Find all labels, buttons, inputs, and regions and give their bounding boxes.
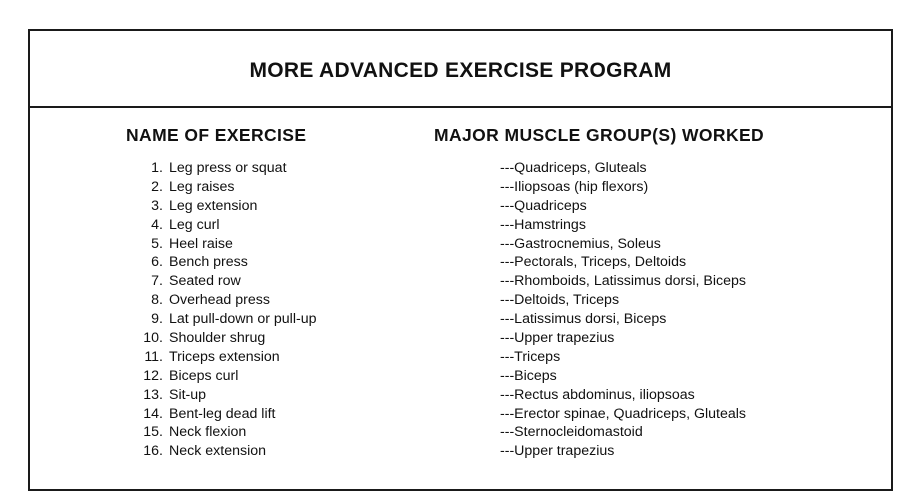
muscle-group-item: ---Gastrocnemius, Soleus <box>500 235 661 252</box>
exercise-number: 5. <box>151 235 163 252</box>
exercise-name: Leg raises <box>169 178 235 195</box>
muscle-group-item: ---Quadriceps, Gluteals <box>500 160 647 176</box>
exercise-name: Seated row <box>169 273 241 290</box>
muscle-group-item: ---Iliopsoas (hip flexors) <box>500 178 649 195</box>
page-title: MORE ADVANCED EXERCISE PROGRAM <box>249 58 672 82</box>
exercise-number: 11. <box>144 348 163 365</box>
exercise-number: 13. <box>143 386 163 403</box>
exercise-item <box>138 386 316 405</box>
muscle-group-item: ---Pectorals, Triceps, Deltoids <box>500 254 687 271</box>
exercise-item <box>138 442 316 461</box>
exercise-name: Shoulder shrug <box>169 330 266 347</box>
exercise-number: 6. <box>151 254 163 271</box>
muscle-group-item: ---Quadriceps <box>500 197 587 214</box>
muscle-group-list <box>500 159 746 461</box>
muscle-group-item: ---Rectus abdominus, iliopsoas <box>500 386 695 403</box>
exercise-name: Triceps extension <box>169 348 280 365</box>
exercise-name: Leg curl <box>169 216 220 233</box>
title-band <box>30 31 891 108</box>
exercise-name: Sit-up <box>169 386 207 403</box>
exercise-name: Overhead press <box>169 292 270 309</box>
exercise-column-header: NAME OF EXERCISE <box>126 125 307 145</box>
exercise-number: 10. <box>143 330 163 347</box>
muscle-group-item: ---Hamstrings <box>500 216 586 233</box>
exercise-name: Neck flexion <box>169 424 247 441</box>
muscle-group-item: ---Latissimus dorsi, Biceps <box>500 311 667 328</box>
exercise-number: 15. <box>143 424 163 441</box>
muscle-group-item: ---Sternocleidomastoid <box>500 424 643 441</box>
muscle-group-item: ---Triceps <box>500 348 561 365</box>
exercise-number: 3. <box>151 197 163 214</box>
exercise-name: Heel raise <box>169 235 233 252</box>
exercise-list <box>138 159 316 461</box>
exercise-item <box>138 405 316 424</box>
exercise-name: Bench press <box>169 254 248 271</box>
exercise-item <box>138 159 316 178</box>
exercise-number: 8. <box>151 292 163 309</box>
exercise-name: Bent-leg dead lift <box>169 405 276 422</box>
muscle-column-header: MAJOR MUSCLE GROUP(S) WORKED <box>434 125 765 145</box>
exercise-number: 1. <box>151 160 163 176</box>
exercise-item <box>138 329 316 348</box>
muscle-group-item: ---Rhomboids, Latissimus dorsi, Biceps <box>500 273 746 290</box>
muscle-group-item: ---Biceps <box>500 367 557 384</box>
exercise-number: 4. <box>151 216 163 233</box>
exercise-item <box>138 423 316 442</box>
exercise-item <box>138 178 316 197</box>
exercise-name: Biceps curl <box>169 367 239 384</box>
exercise-number: 12. <box>143 367 163 384</box>
muscle-group-item: ---Upper trapezius <box>500 330 615 347</box>
exercise-number: 9. <box>151 311 163 328</box>
exercise-name: Neck extension <box>169 443 266 460</box>
program-table-frame <box>28 29 893 491</box>
exercise-item <box>138 216 316 235</box>
exercise-name: Leg extension <box>169 197 258 214</box>
exercise-number: 16. <box>143 443 163 460</box>
exercise-item <box>138 235 316 254</box>
exercise-item <box>138 348 316 367</box>
exercise-item <box>138 291 316 310</box>
exercise-number: 2. <box>151 178 163 195</box>
muscle-group-item: ---Deltoids, Triceps <box>500 292 620 309</box>
exercise-item <box>138 367 316 386</box>
exercise-name: Lat pull-down or pull-up <box>169 311 317 328</box>
exercise-item <box>138 197 316 216</box>
exercise-number: 14. <box>143 405 163 422</box>
exercise-number: 7. <box>151 273 163 290</box>
muscle-group-item: ---Erector spinae, Quadriceps, Gluteals <box>500 405 747 422</box>
exercise-item <box>138 310 316 329</box>
exercise-name: Leg press or squat <box>169 160 287 176</box>
exercise-item <box>138 253 316 272</box>
exercise-item <box>138 272 316 291</box>
muscle-group-item: ---Upper trapezius <box>500 443 615 460</box>
